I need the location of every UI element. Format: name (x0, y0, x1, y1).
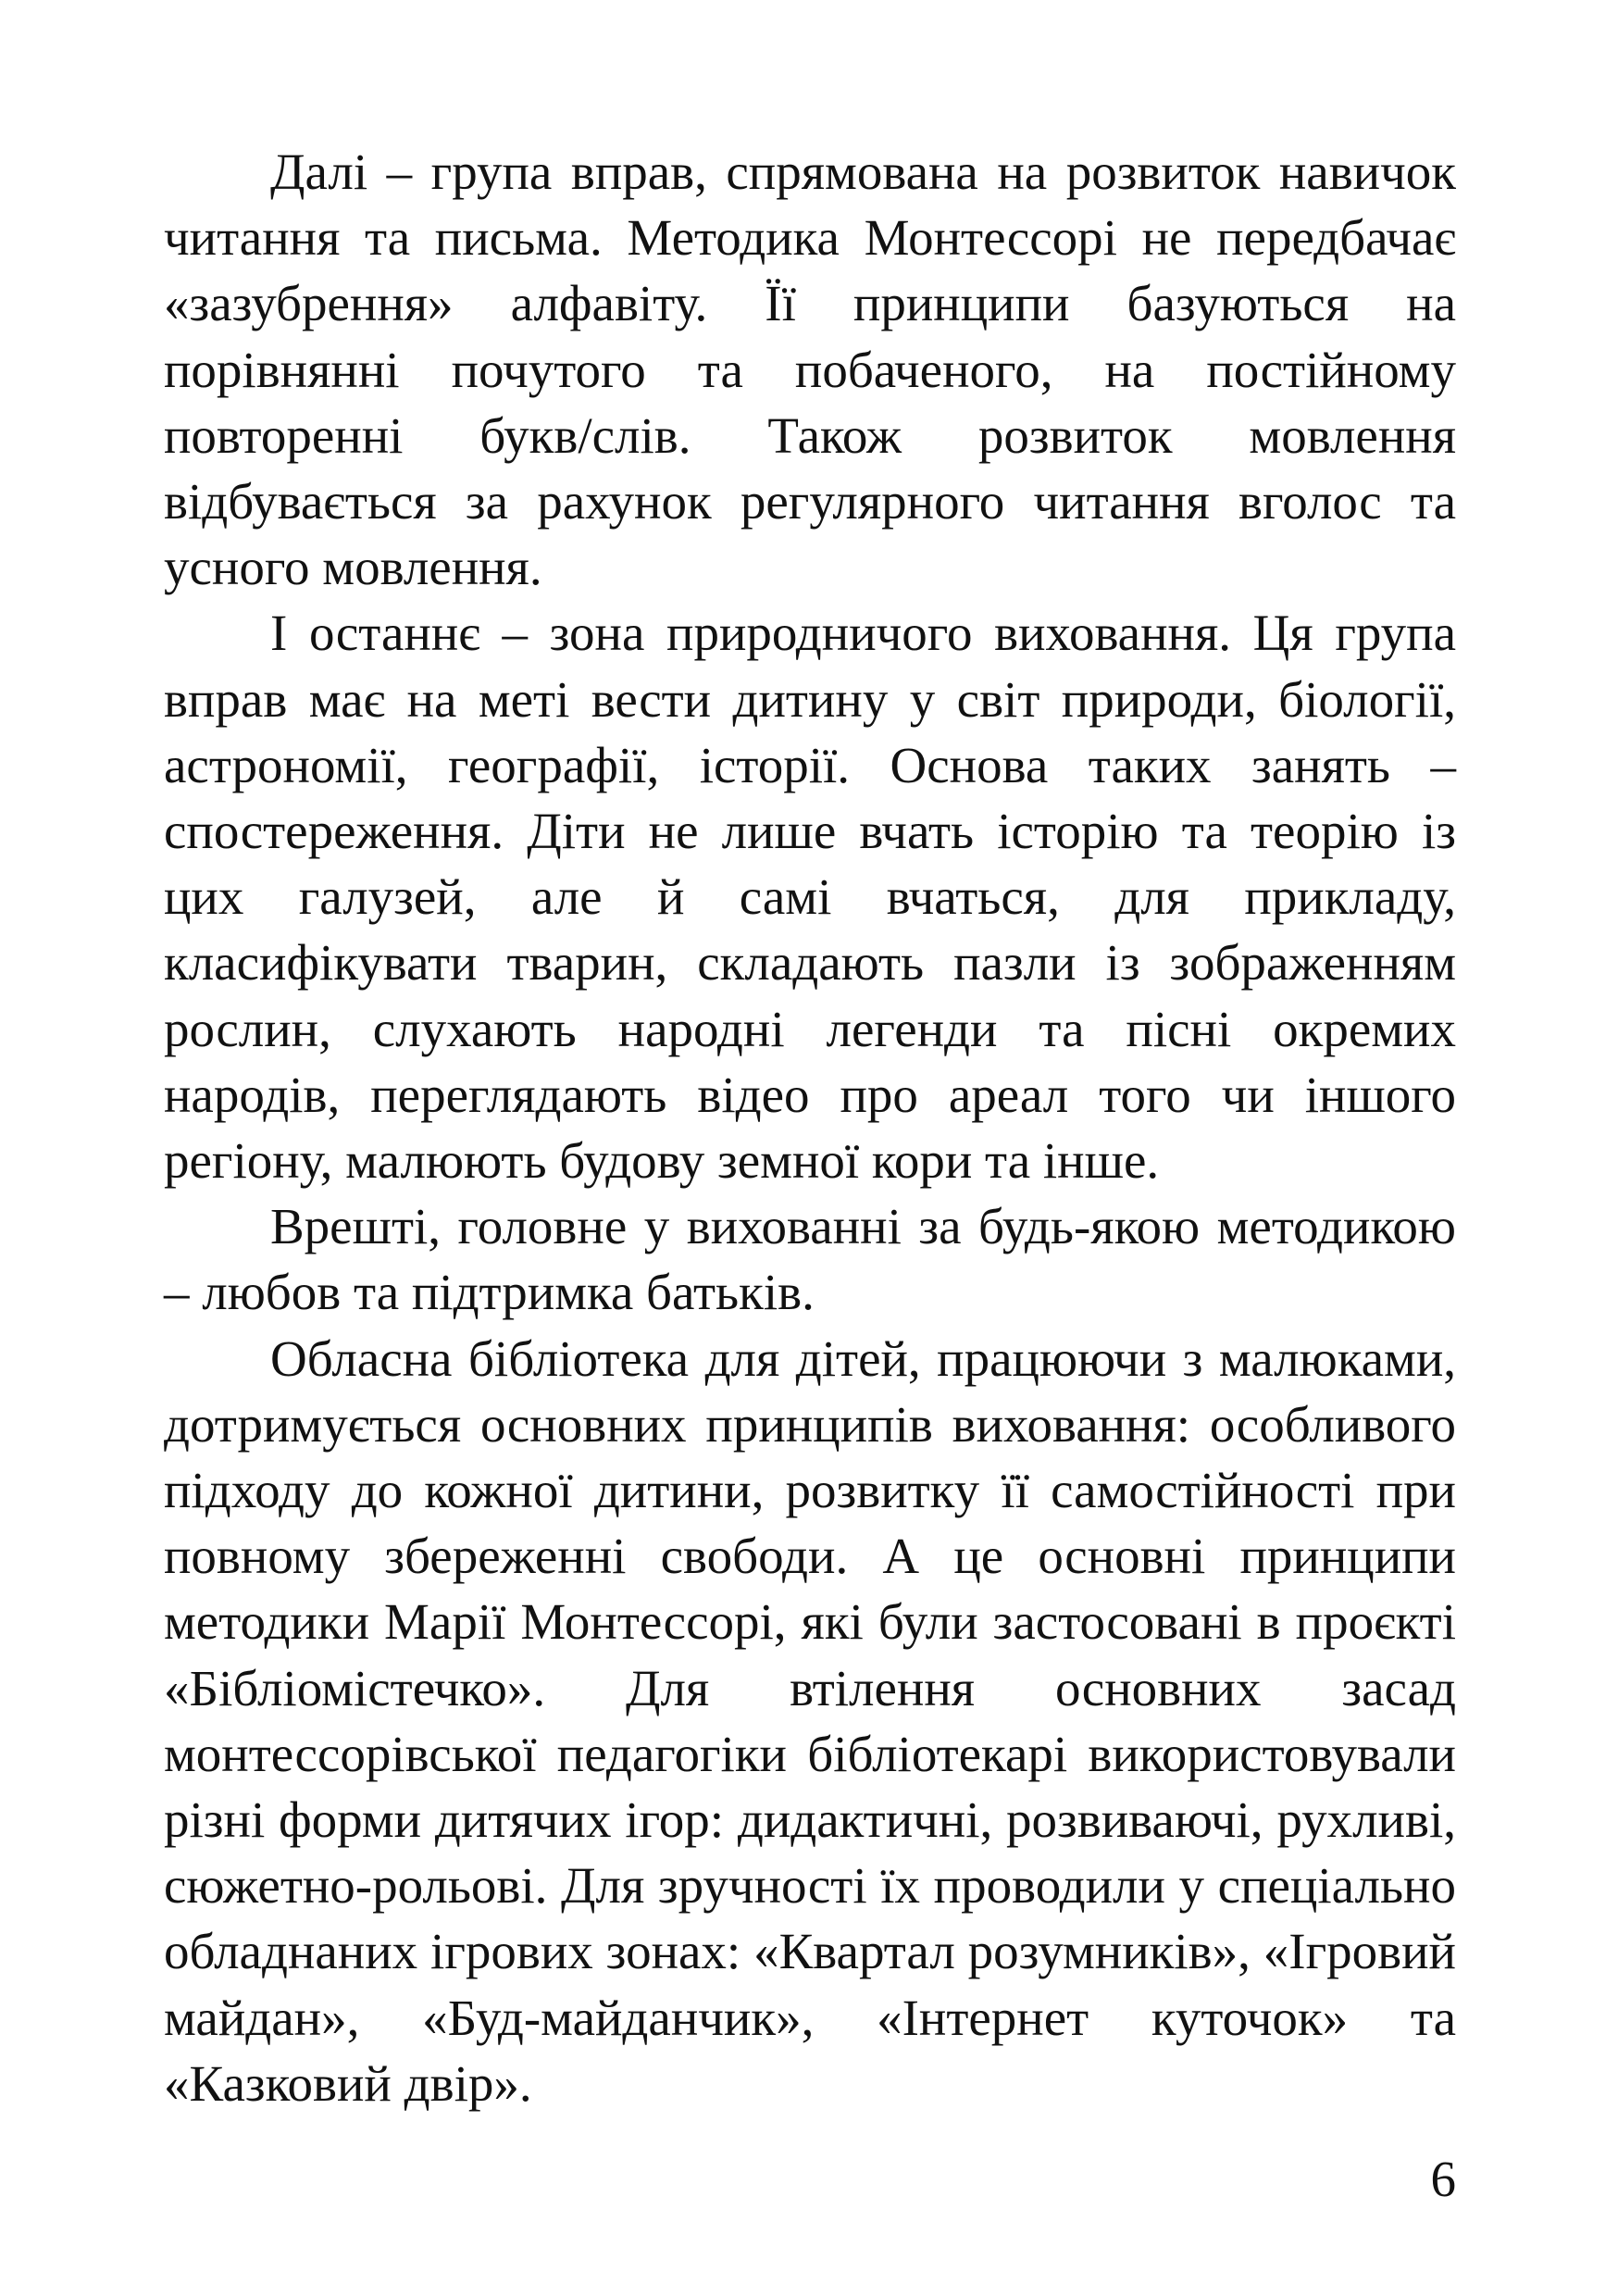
page-number: 6 (1430, 2151, 1456, 2207)
paragraph-nature-education: І останнє – зона природничого виховання. Ця група вправ має на меті вести дитину у світ природи, біології, астрономії, географії, історії. Основа таких занять – спостереження. Діти не лише вчать історію та теорію із цих галузей, але й самі вчаться, для прикладу, класифікувати тварин, складають пазли із зображенням рослин, слухають народні легенди та пісні окремих народів, переглядають відео про ареал того чи іншого регіону, малюють будову земної кори та інше. (164, 605, 1456, 1190)
paragraph-parents-love: Врешті, головне у вихованні за будь-якою методикою – любов та підтримка батьків. (164, 1198, 1456, 1321)
body-text (164, 139, 1456, 2116)
paragraph-reading-writing: Далі – група вправ, спрямована на розвиток навичок читання та письма. Методика Монтессорі не передбачає «зазубрення» алфавіту. Її принципи базуються на порівнянні почутого та побаченого, на постійному повторенні букв/слів. Також розвиток мовлення відбувається за рахунок регулярного читання вголос та усного мовлення. (164, 144, 1456, 596)
paragraph-library-project: Обласна бібліотека для дітей, працюючи з малюками, дотримується основних принципів виховання: особливого підходу до кожної дитини, розвитку її самостійності при повному збереженні свободи. А це основні принципи методики Марії Монтессорі, які були застосовані в проєкті «Бібліомістечко». Для втілення основних засад монтессорівської педагогіки бібліотекарі використовували різні форми дитячих ігор: дидактичні, розвиваючі, рухливі, сюжетно-рольові. Для зручності їх проводили у спеціально обладнаних ігрових зонах: «Квартал розумників», «Ігровий майдан», «Буд-майданчик», «Інтернет куточок» та «Казковий двір». (164, 1329, 1456, 2112)
